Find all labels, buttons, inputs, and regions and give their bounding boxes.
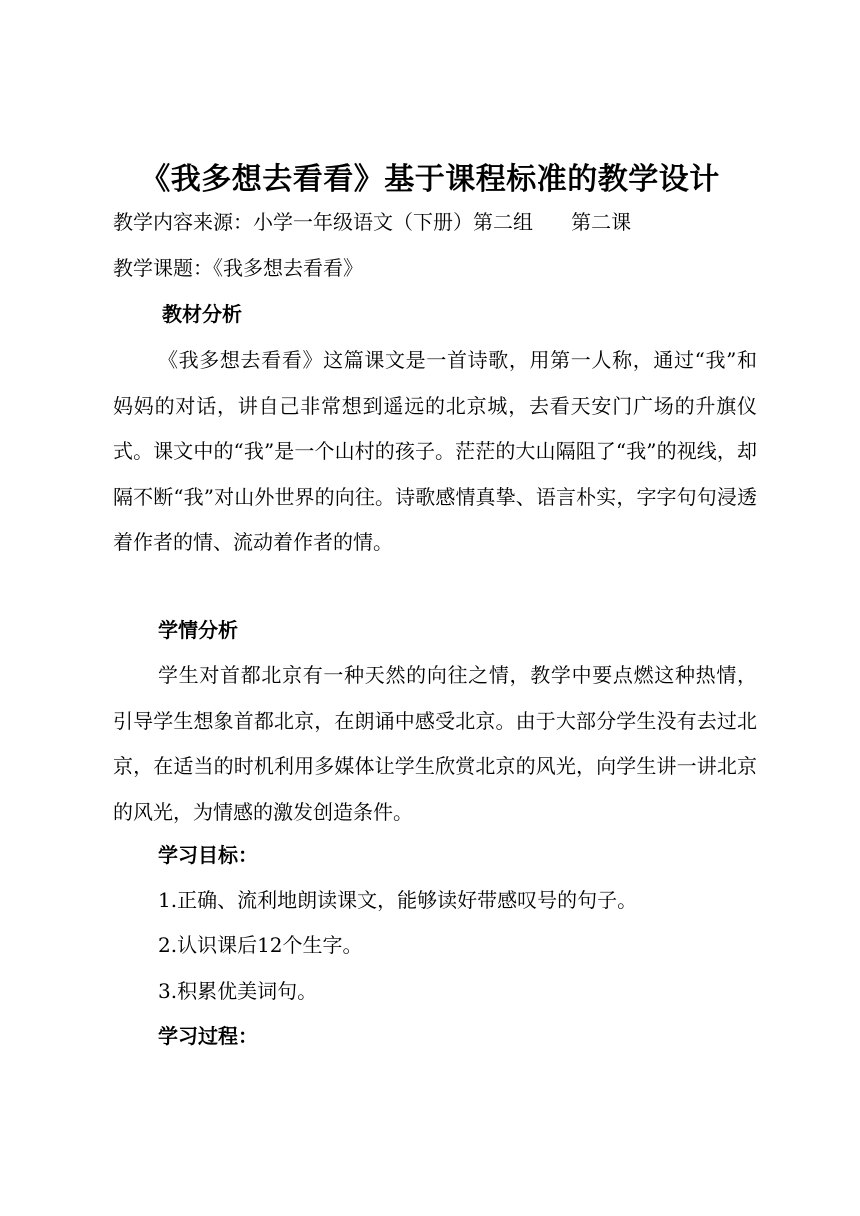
section-heading-goals: 学习目标： xyxy=(158,843,258,867)
document-title: 《我多想去看看》基于课程标准的教学设计 xyxy=(140,162,720,197)
source-line: 教学内容来源：小学一年级语文（下册）第二组 第二课 xyxy=(113,210,632,234)
topic-line: 教学课题：《我多想去看看》 xyxy=(113,256,363,280)
goal-item: 1.正确、流利地朗读课文，能够读好带感叹号的句子。 xyxy=(158,888,638,912)
students-paragraph: 学生对首都北京有一种天然的向往之情，教学中要点燃这种热情，引导学生想象首都北京，在朗诵中感受北京。由于大部分学生没有去过北京，在适当的时机利用多媒体让学生欣赏北京的风光，向学生讲一讲北京的风光，为情感的激发创造条件。 xyxy=(113,663,757,824)
goal-item: 3.积累优美词句。 xyxy=(158,979,318,1003)
goal-item: 2.认识课后12个生字。 xyxy=(158,933,363,957)
material-paragraph: 《我多想去看看》这篇课文是一首诗歌，用第一人称，通过“我”和妈妈的对话，讲自己非常想到遥远的北京城，去看天安门广场的升旗仪式。课文中的“我”是一个山村的孩子。茫茫的大山隔阻了“我”的视线，却隔不断“我”对山外世界的向往。诗歌感情真挚、语言朴实，字字句句浸透着作者的情、流动着作者的情。 xyxy=(113,348,757,554)
section-heading-students: 学情分析 xyxy=(158,618,238,642)
section-heading-material: 教材分析 xyxy=(162,302,242,326)
section-heading-process: 学习过程： xyxy=(158,1024,258,1048)
